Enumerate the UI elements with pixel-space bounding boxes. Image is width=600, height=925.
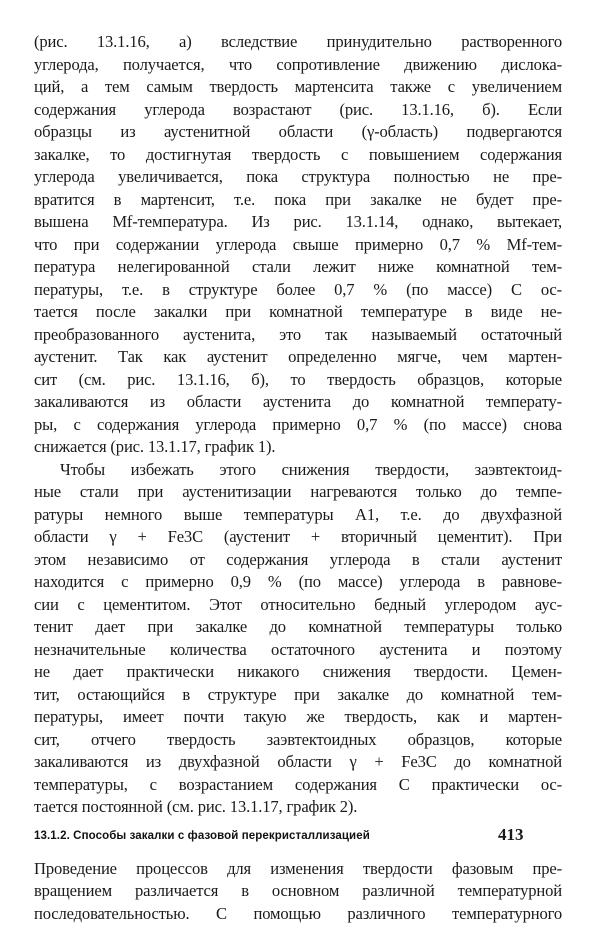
text-line: вращением различается в основном различной температурной xyxy=(34,880,562,903)
text-line: сит (см. рис. 13.1.16, б), то твердость образцов, которые xyxy=(34,369,562,392)
text-line: Проведение процессов для изменения твердости фазовым пре- xyxy=(34,858,562,881)
text-line: снижается (рис. 13.1.17, график 1). xyxy=(34,436,562,459)
text-line: вышена Mf-температура. Из рис. 13.1.14, однако, вытекает, xyxy=(34,211,562,234)
paragraph-2 xyxy=(34,459,562,819)
text-line: пературы, т.е. в структуре более 0,7 % (по массе) С ос- xyxy=(34,279,562,302)
text-line: закалке, то достигнутая твердость с повышением содержания xyxy=(34,144,562,167)
text-line: этом независимо от содержания углерода в стали аустенит xyxy=(34,549,562,572)
text-line: закаливаются из двухфазной области γ + Fe3C до комнатной xyxy=(34,751,562,774)
text-line: последовательностью. С помощью различного температурного xyxy=(34,903,562,925)
section-heading: 13.1.2. Способы закалки с фазовой перекристаллизацией xyxy=(34,830,562,842)
text-line: ры, с содержания углерода примерно 0,7 % (по массе) снова xyxy=(34,414,562,437)
text-line: (рис. 13.1.16, а) вследствие принудительно растворенного xyxy=(34,31,562,54)
text-line: углерода, получается, что сопротивление движению дислока- xyxy=(34,54,562,77)
text-line: тается после закалки при комнатной температуре в виде не- xyxy=(34,301,562,324)
text-line: ций, а тем самым твердость мартенсита также с увеличением xyxy=(34,76,562,99)
text-line: Чтобы избежать этого снижения твердости, заэвтектоид- xyxy=(34,459,562,482)
text-line: находится с примерно 0,9 % (по массе) углерода в равнове- xyxy=(34,571,562,594)
text-line: ные стали при аустенитизации нагреваются только до темпе- xyxy=(34,481,562,504)
text-line: сии с цементитом. Этот относительно бедный углеродом аус- xyxy=(34,594,562,617)
text-line: тит, остающийся в структуре при закалке до комнатной тем- xyxy=(34,684,562,707)
page-number: 413 xyxy=(498,825,524,845)
text-line: тается постоянной (см. рис. 13.1.17, график 2). xyxy=(34,796,562,819)
text-line: не дает практически никакого снижения твердости. Цемен- xyxy=(34,661,562,684)
text-line: пературы, имеет почти такую же твердость, как и мартен- xyxy=(34,706,562,729)
text-line: что при содержании углерода свыше примерно 0,7 % Mf-тем- xyxy=(34,234,562,257)
text-line: ратуры немного выше температуры A1, т.е. до двухфазной xyxy=(34,504,562,527)
book-page xyxy=(34,31,562,925)
text-line: тенит дает при закалке до комнатной температуры только xyxy=(34,616,562,639)
paragraph-3 xyxy=(34,858,562,925)
text-line: образцы из аустенитной области (γ-область) подвергаются xyxy=(34,121,562,144)
text-line: незначительные количества остаточного аустенита и поэтому xyxy=(34,639,562,662)
text-line: сит, отчего твердость заэвтектоидных образцов, которые xyxy=(34,729,562,752)
text-line: температуры, с возрастанием содержания С практически ос- xyxy=(34,774,562,797)
text-line: содержания углерода возрастают (рис. 13.1.16, б). Если xyxy=(34,99,562,122)
text-line: преобразованного аустенита, это так называемый остаточный xyxy=(34,324,562,347)
text-line: пература нелегированной стали лежит ниже комнатной тем- xyxy=(34,256,562,279)
paragraph-1 xyxy=(34,31,562,459)
text-line: аустенит. Так как аустенит определенно мягче, чем мартен- xyxy=(34,346,562,369)
text-line: углерода увеличивается, пока структура полностью не пре- xyxy=(34,166,562,189)
text-line: области γ + Fe3C (аустенит + вторичный цементит). При xyxy=(34,526,562,549)
text-line: вратится в мартенсит, т.е. пока при закалке не будет пре- xyxy=(34,189,562,212)
text-line: закаливаются из области аустенита до комнатной температу- xyxy=(34,391,562,414)
